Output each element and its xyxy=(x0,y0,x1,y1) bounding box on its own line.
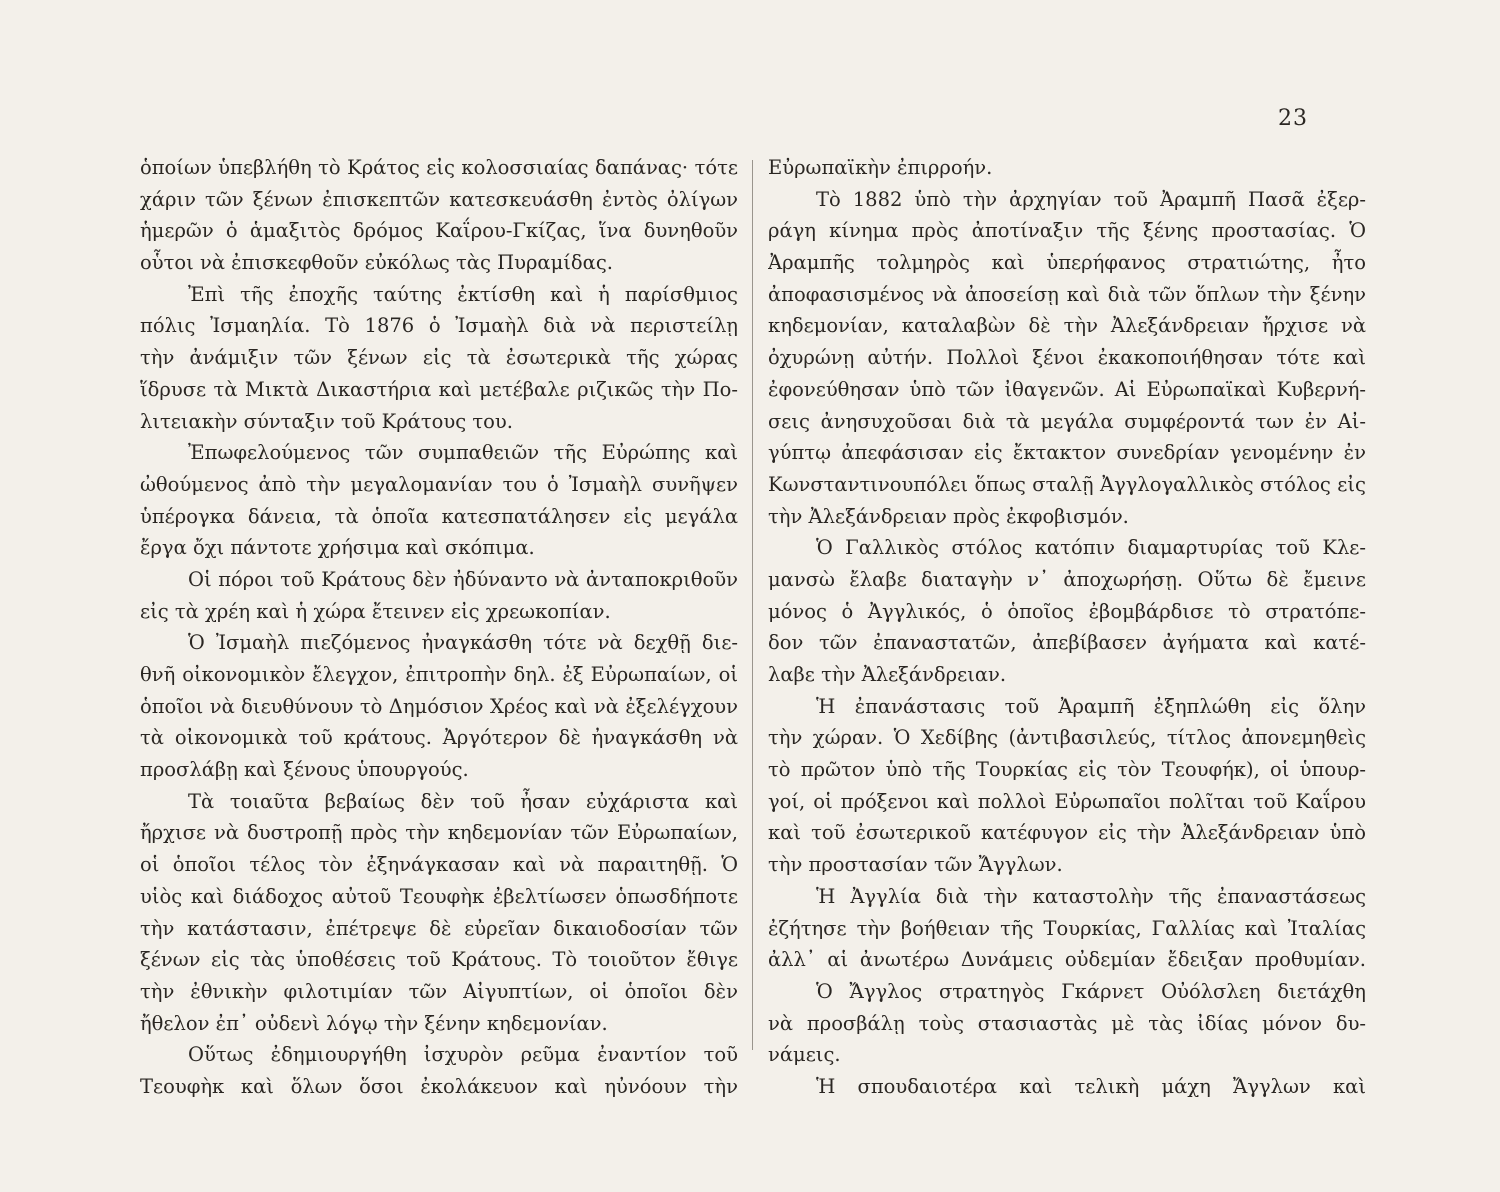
text-line: τὴν Ἀλεξάνδρειαν πρὸς ἐκφοβισμόν. xyxy=(768,504,1129,528)
text-line: Τὰ τοιαῦτα βεβαίως δὲν τοῦ ἦσαν εὐχάριστα καὶ xyxy=(188,789,738,813)
text-line: τὴν χώραν. Ὁ Χεδίβης (ἀντιβασιλεύς, τίτλος ἀπονεμηθεὶς xyxy=(768,726,1366,750)
text-line: Ἡ ἐπανάστασις τοῦ Ἀραμπῆ ἐξηπλώθη εἰς ὅλην xyxy=(816,694,1366,718)
right-text-column xyxy=(768,152,1366,1103)
text-line: ὁποῖοι νὰ διευθύνουν τὸ Δημόσιον Χρέος καὶ νὰ ἐξελέγχουν xyxy=(140,694,738,718)
text-line: εἰς τὰ χρέη καὶ ἡ χώρα ἔτεινεν εἰς χρεωκοπίαν. xyxy=(140,599,611,623)
text-line: ἀλλ᾽ αἱ ἀνωτέρω Δυνάμεις οὐδεμίαν ἔδειξαν προθυμίαν. xyxy=(768,948,1366,972)
text-line: νάμεις. xyxy=(768,1043,841,1067)
text-line: χάριν τῶν ξένων ἐπισκεπτῶν κατεσκευάσθη ἐντὸς ὀλίγων xyxy=(140,187,738,211)
text-line: Ἐπὶ τῆς ἐποχῆς ταύτης ἐκτίσθη καὶ ἡ παρίσθμιος xyxy=(188,282,738,306)
text-line: ἤθελον ἐπ᾽ οὐδενὶ λόγῳ τὴν ξένην κηδεμονίαν. xyxy=(140,1011,608,1035)
text-line: Κωνσταντινουπόλει ὅπως σταλῇ Ἀγγλογαλλικὸς στόλος εἰς xyxy=(768,472,1366,496)
text-line: δον τῶν ἐπαναστατῶν, ἀπεβίβασεν ἀγήματα καὶ κατέ- xyxy=(768,631,1366,655)
text-line: γοί, οἱ πρόξενοι καὶ πολλοὶ Εὐρωπαῖοι πολῖται τοῦ Καΐρου xyxy=(768,789,1366,813)
text-line: ἐφονεύθησαν ὑπὸ τῶν ἰθαγενῶν. Αἱ Εὐρωπαϊκαὶ Κυβερνή- xyxy=(768,377,1366,401)
text-line: τὴν ἐθνικὴν φιλοτιμίαν τῶν Αἰγυπτίων, οἱ ὁποῖοι δὲν xyxy=(140,979,738,1003)
text-line: λιτειακὴν σύνταξιν τοῦ Κράτους του. xyxy=(140,409,513,433)
text-line: προσλάβῃ καὶ ξένους ὑπουργούς. xyxy=(140,758,469,782)
text-line: σεις ἀνησυχοῦσαι διὰ τὰ μεγάλα συμφέροντά των ἐν Αἰ- xyxy=(768,409,1366,433)
text-line: ἐζήτησε τὴν βοήθειαν τῆς Τουρκίας, Γαλλίας καὶ Ἰταλίας xyxy=(768,916,1366,940)
text-line: ἵδρυσε τὰ Μικτὰ Δικαστήρια καὶ μετέβαλε ριζικῶς τὴν Πο- xyxy=(140,377,738,401)
text-line: Εὐρωπαϊκὴν ἐπιρροήν. xyxy=(768,156,993,179)
text-line: ὠθούμενος ἀπὸ τὴν μεγαλομανίαν του ὁ Ἰσμαὴλ συνῆψεν xyxy=(140,472,738,496)
text-line: ἡμερῶν ὁ ἁμαξιτὸς δρόμος Καΐρου-Γκίζας, ἵνα δυνηθοῦν xyxy=(140,219,738,243)
text-line: μόνος ὁ Ἀγγλικός, ὁ ὁποῖος ἐβομβάρδισε τὸ στρατόπε- xyxy=(768,599,1366,623)
text-line: Οὕτως ἐδημιουργήθη ἰσχυρὸν ρεῦμα ἐναντίον τοῦ xyxy=(188,1043,738,1067)
text-line: οἱ ὁποῖοι τέλος τὸν ἐξηνάγκασαν καὶ νὰ παραιτηθῇ. Ὁ xyxy=(140,853,738,877)
text-line: θνῆ οἰκονομικὸν ἔλεγχον, ἐπιτροπὴν δηλ. ἐξ Εὐρωπαίων, οἱ xyxy=(140,663,738,686)
text-line: ράγη κίνημα πρὸς ἀποτίναξιν τῆς ξένης προστασίας. Ὁ xyxy=(768,219,1366,243)
text-line: ὁποίων ὑπεβλήθη τὸ Κράτος εἰς κολοσσιαίας δαπάνας· τότε xyxy=(140,156,738,179)
text-line: Τεουφὴκ καὶ ὅλων ὅσοι ἐκολάκευον καὶ ηὐνόουν τὴν xyxy=(140,1074,738,1098)
text-line: Οἱ πόροι τοῦ Κράτους δὲν ἠδύναντο νὰ ἀνταποκριθοῦν xyxy=(188,567,738,591)
text-line: υἱὸς καὶ διάδοχος αὐτοῦ Τεουφὴκ ἐβελτίωσεν ὁπωσδήποτε xyxy=(140,884,738,908)
page-number: 23 xyxy=(1278,106,1308,131)
text-line: ὀχυρώνῃ αὐτήν. Πολλοὶ ξένοι ἐκακοποιήθησαν τότε καὶ xyxy=(768,346,1366,370)
text-line: γύπτῳ ἀπεφάσισαν εἰς ἔκτακτον συνεδρίαν γενομένην ἐν xyxy=(768,441,1366,465)
text-line: τὰ οἰκονομικὰ τοῦ κράτους. Ἀργότερον δὲ ἠναγκάσθη νὰ xyxy=(140,726,738,750)
text-line: τὴν κατάστασιν, ἐπέτρεψε δὲ εὐρεῖαν δικαιοδοσίαν τῶν xyxy=(140,916,738,940)
text-line: ξένων εἰς τὰς ὑποθέσεις τοῦ Κράτους. Τὸ τοιοῦτον ἔθιγε xyxy=(140,948,738,972)
text-line: καὶ τοῦ ἐσωτερικοῦ κατέφυγον εἰς τὴν Ἀλεξάνδρειαν ὑπὸ xyxy=(768,821,1366,845)
text-line: ὑπέρογκα δάνεια, τὰ ὁποῖα κατεσπατάλησεν εἰς μεγάλα xyxy=(140,504,738,528)
text-line: Ὁ Ἄγγλος στρατηγὸς Γκάρνετ Οὐόλσλεη διετάχθη xyxy=(816,979,1366,1003)
text-line: λαβε τὴν Ἀλεξάνδρειαν. xyxy=(768,663,1007,686)
text-line: Ἡ σπουδαιοτέρα καὶ τελικὴ μάχη Ἄγγλων καὶ xyxy=(816,1074,1366,1098)
column-divider xyxy=(752,160,753,1050)
text-line: Ἐπωφελούμενος τῶν συμπαθειῶν τῆς Εὐρώπης καὶ xyxy=(188,441,738,465)
text-line: ἔργα ὄχι πάντοτε χρήσιμα καὶ σκόπιμα. xyxy=(140,536,535,560)
left-text-column xyxy=(140,152,738,1103)
text-line: τὴν ἀνάμιξιν τῶν ξένων εἰς τὰ ἐσωτερικὰ τῆς χώρας xyxy=(140,346,738,370)
text-line: Τὸ 1882 ὑπὸ τὴν ἀρχηγίαν τοῦ Ἀραμπῆ Πασᾶ ἐξερ- xyxy=(816,187,1366,211)
text-line: Ὁ Ἰσμαὴλ πιεζόμενος ἠναγκάσθη τότε νὰ δεχθῇ διε- xyxy=(188,631,738,655)
text-line: νὰ προσβάλῃ τοὺς στασιαστὰς μὲ τὰς ἰδίας μόνον δυ- xyxy=(768,1011,1366,1035)
text-line: μανσὼ ἔλαβε διαταγὴν ν᾽ ἀποχωρήσῃ. Οὕτω δὲ ἔμεινε xyxy=(768,567,1366,591)
text-line: τὴν προστασίαν τῶν Ἄγγλων. xyxy=(768,853,1063,877)
text-line: τὸ πρῶτον ὑπὸ τῆς Τουρκίας εἰς τὸν Τεουφήκ), οἱ ὑπουρ- xyxy=(768,758,1366,782)
text-line: Ὁ Γαλλικὸς στόλος κατόπιν διαμαρτυρίας τοῦ Κλε- xyxy=(816,536,1366,560)
text-line: κηδεμονίαν, καταλαβὼν δὲ τὴν Ἀλεξάνδρειαν ἤρχισε νὰ xyxy=(768,314,1366,338)
text-line: Ἀραμπῆς τολμηρὸς καὶ ὑπερήφανος στρατιώτης, ἦτο xyxy=(768,251,1366,275)
text-line: οὗτοι νὰ ἐπισκεφθοῦν εὐκόλως τὰς Πυραμίδας. xyxy=(140,251,613,275)
text-line: ἤρχισε νὰ δυστροπῇ πρὸς τὴν κηδεμονίαν τῶν Εὐρωπαίων, xyxy=(140,821,738,845)
text-line: Ἡ Ἀγγλία διὰ τὴν καταστολὴν τῆς ἐπαναστάσεως xyxy=(816,884,1366,908)
text-line: πόλις Ἰσμαηλία. Τὸ 1876 ὁ Ἰσμαὴλ διὰ νὰ περιστείλῃ xyxy=(140,314,738,338)
text-line: ἀποφασισμένος νὰ ἀποσείσῃ καὶ διὰ τῶν ὅπλων τὴν ξένην xyxy=(768,282,1366,306)
